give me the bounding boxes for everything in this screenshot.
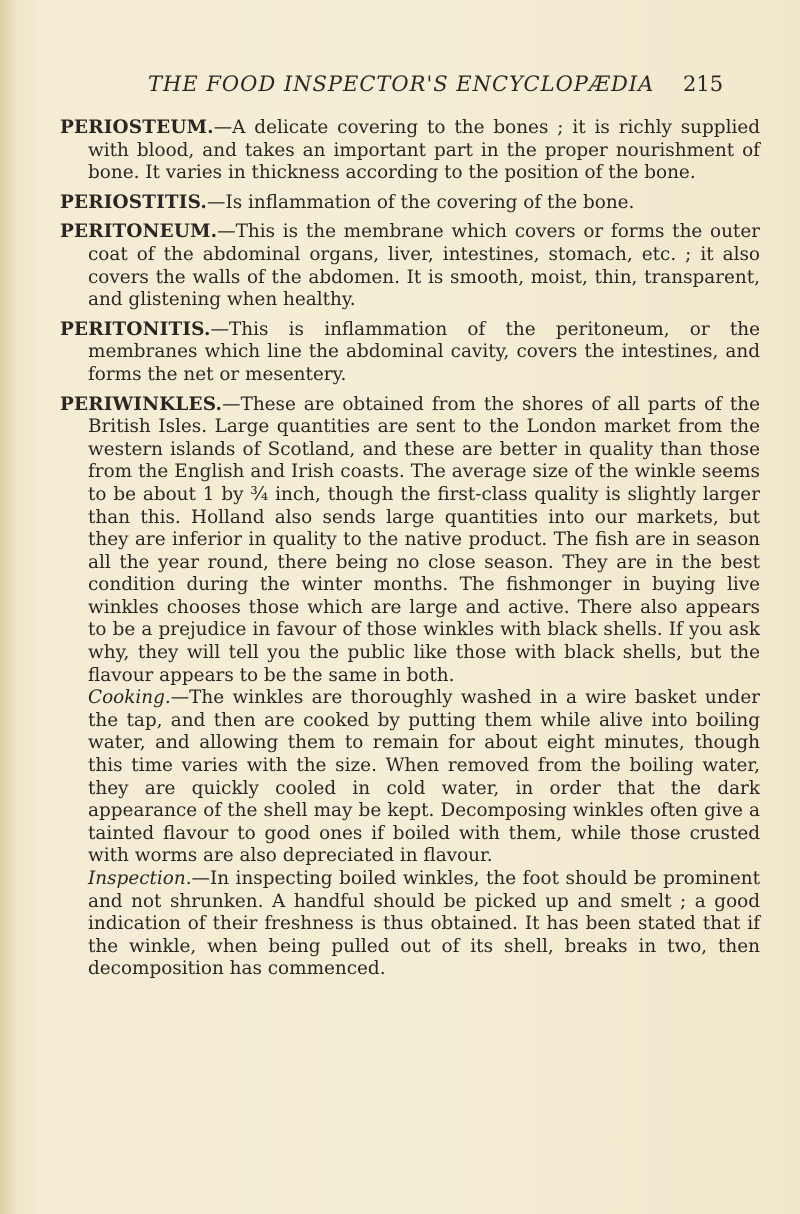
entry-headword: PERITONEUM. — [60, 221, 218, 243]
entry-headword: PERIWINKLES. — [60, 393, 223, 415]
entry-headword: PERIOSTITIS. — [60, 191, 208, 213]
entry-periwinkles — [60, 394, 760, 688]
subsection-title: Inspection. — [88, 868, 192, 889]
entry-peritoneum — [60, 221, 760, 311]
page-number: 215 — [683, 72, 724, 96]
subsection-title: Cooking. — [88, 687, 171, 709]
entry-headword: PERITONITIS. — [60, 318, 211, 340]
entry-periosteum — [60, 117, 760, 185]
entry-text: —A delicate covering to the bones ; it is richly supplied with blood, and takes an important part in the proper nourishment of bone. It varies in thickness according to the position of the bone. — [88, 117, 760, 184]
entry-periostitis — [60, 192, 760, 215]
subsection-inspection — [60, 868, 760, 981]
page-gutter-shadow — [0, 0, 18, 1214]
entry-peritonitis — [60, 319, 760, 387]
running-head-title: THE FOOD INSPECTOR'S ENCYCLOPÆDIA — [148, 72, 655, 96]
entry-text: —These are obtained from the shores of all parts of the British Isles. Large quantities are sent to the London market from the western islands of Scotland, and these are better in quality than those from the English and Irish coasts. The average size of the winkle seems to be about 1 by ¾ inch, though the first-class quality is slightly larger than this. Holland also sends large quantities into our markets, but they are inferior in quality to the native product. The fish are in season all the year round, there being no close season. They are in the best condition during the winter months. The fishmonger in buying live winkles chooses those which are large and active. There also appears to be a prejudice in favour of those winkles with black shells. If you ask why, they will tell you the public like those with black shells, but the flavour appears to be the same in both. — [88, 393, 760, 686]
subsection-text: —The winkles are thoroughly washed in a wire basket under the tap, and then are cooked by putting them while alive into boiling water, and allowing them to remain for about eight minutes, though this time varies with the size. When removed from the boiling water, they are quickly cooled in cold water, in order that the dark appearance of the shell may be kept. Decomposing winkles often give a tainted flavour to good ones if boiled with them, while those crusted with worms are also depreciated in flavour. — [88, 687, 760, 867]
entry-text: —This is the membrane which covers or forms the outer coat of the abdominal organs, liver, intestines, stomach, etc. ; it also covers the walls of the abdomen. It is smooth, moist, thin, transparent, and glistening when healthy. — [88, 221, 760, 311]
entry-headword: PERIOSTEUM. — [60, 117, 214, 138]
subsection-text: —In inspecting boiled winkles, the foot should be prominent and not shrunken. A handful should be picked up and smelt ; a good indication of their freshness is thus obtained. It has been stated that if the winkle, when being pulled out of its shell, breaks in two, then decomposition has commenced. — [88, 868, 760, 980]
page-body — [60, 117, 760, 981]
subsection-cooking — [60, 687, 760, 868]
entry-text: —This is inflammation of the peritoneum, or the membranes which line the abdominal cavity, covers the intestines, and forms the net or mesentery. — [88, 318, 760, 385]
entry-text: —Is inflammation of the covering of the bone. — [207, 191, 635, 213]
